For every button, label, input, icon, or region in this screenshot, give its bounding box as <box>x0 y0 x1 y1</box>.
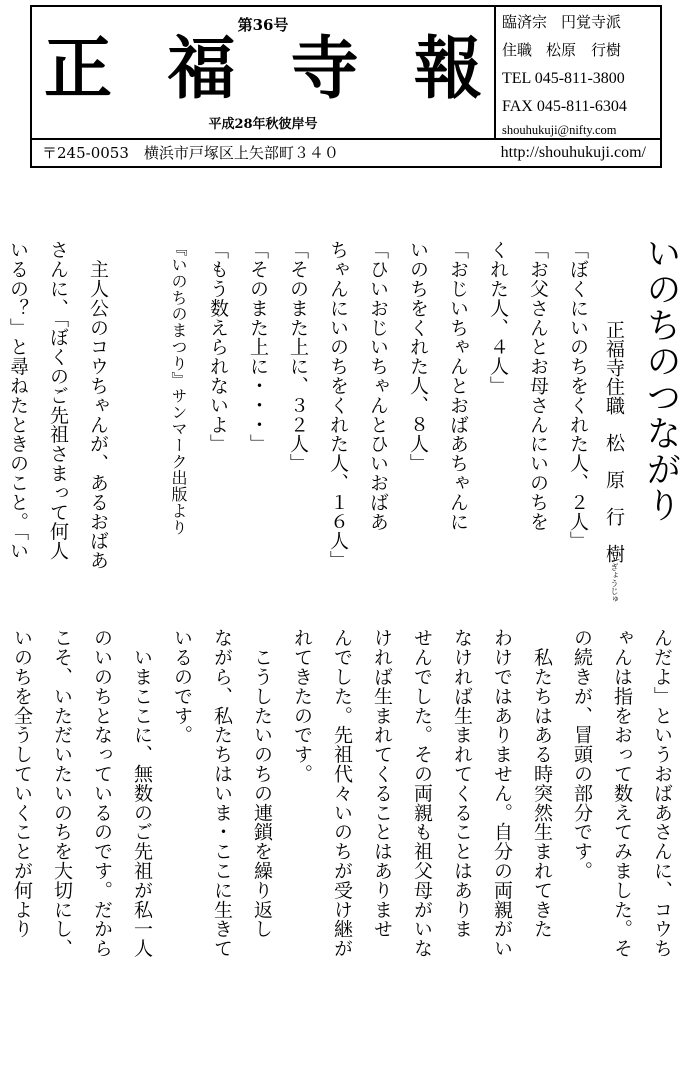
article-line: こそ、いただいたいのちを大切にし、 <box>51 628 73 958</box>
article-line: こうしたいのちの連鎖を繰り返し <box>251 628 273 939</box>
title-char: 報 <box>413 29 482 109</box>
article-headline: いのちのつながり <box>641 235 681 523</box>
article-line <box>0 628 2 1058</box>
article-line: の続きが、冒頭の部分です。 <box>571 628 593 881</box>
article-line: 「もう数えられないよ」 <box>207 240 229 454</box>
article-line: んだよ」というおばあさんに、コウち <box>651 628 673 958</box>
tel: TEL 045-811-3800 <box>502 70 625 87</box>
article-line: 「そのまた上に・・・」 <box>247 240 269 454</box>
sect: 臨済宗 <box>502 13 548 31</box>
article-line: 「ぼくにいのちをくれた人、２人」 <box>567 240 589 551</box>
role: 住職 <box>502 41 533 59</box>
title-char: 正 <box>44 29 113 109</box>
article-line: のいのちとなっているのです。だから <box>91 628 113 958</box>
article-line <box>118 240 158 620</box>
article-line: ければ生まれてくることはありませ <box>371 628 393 939</box>
article-line: せんでした。その両親も祖父母がいな <box>411 628 433 958</box>
email: shouhukuji@nifty.com <box>502 123 617 137</box>
issue-number: 第36号 <box>237 16 289 34</box>
byline-name-1: 松 <box>603 433 625 452</box>
article-line: ちゃんにいのちをくれた人、１６人」 <box>327 240 349 570</box>
byline-role: 正福寺住職 <box>603 320 625 415</box>
article-line: いのちをくれた人、８人」 <box>407 240 429 473</box>
article-byline <box>594 320 634 620</box>
article-line: いのちを全うしていくことが何より <box>11 628 33 939</box>
article-line: 主人公のコウちゃんが、あるおばあ <box>87 240 109 570</box>
byline-name-3: 行 <box>603 507 625 526</box>
byline-ruby: ぎょうじゅ <box>610 563 619 603</box>
byline-name-2: 原 <box>603 470 625 489</box>
postal-address: 〒245-0053 横浜市戸塚区上矢部町３４０ <box>42 144 339 162</box>
article-line: んでした。先祖代々いのちが受け継が <box>331 628 353 958</box>
article-line: いるのです。 <box>171 628 193 745</box>
website-url: http://shouhukuji.com/ <box>500 144 646 161</box>
article-line: 『いのちのまつり』サンマーク出版より <box>169 240 188 536</box>
title-char: 寺 <box>290 29 359 109</box>
article-line: 「お父さんとお母さんにいのちを <box>527 240 549 531</box>
article-line: いまここに、無数のご先祖が私一人 <box>131 628 153 958</box>
fax: FAX 045-811-6304 <box>502 98 627 115</box>
article-line: ゃんは指をおって数えてみました。そ <box>611 628 633 958</box>
article-top-block <box>7 240 598 620</box>
school: 円覚寺派 <box>561 13 622 31</box>
article-line: いるの？」と尋ねたときのこと。「い <box>7 240 29 561</box>
article-line: 「そのまた上に、３２人」 <box>287 240 309 473</box>
issue-subtitle: 平成28年秋彼岸号 <box>208 117 318 132</box>
byline-name-4: 樹 <box>603 544 625 563</box>
article-line: ながら、私たちはいま・ここに生きて <box>211 628 233 958</box>
article-line: さんに、「ぼくのご先祖さまって何人 <box>47 240 69 561</box>
article-line: れてきたのです。 <box>291 628 313 784</box>
article-line: 「おじいちゃんとおばあちゃんに <box>447 240 469 531</box>
article-line: なければ生まれてくることはありま <box>451 628 473 939</box>
title-char: 福 <box>167 29 236 109</box>
article-line: くれた人、４人」 <box>487 240 509 396</box>
article-line: わけではありません。自分の両親がい <box>491 628 513 958</box>
article-line: 私たちはある時突然生まれてきた <box>531 628 553 939</box>
article-line: 「ひいおじいちゃんとひいおばあ <box>367 240 389 531</box>
priest-name: 松原 行樹 <box>546 41 622 59</box>
article-bottom-block <box>11 628 682 1058</box>
